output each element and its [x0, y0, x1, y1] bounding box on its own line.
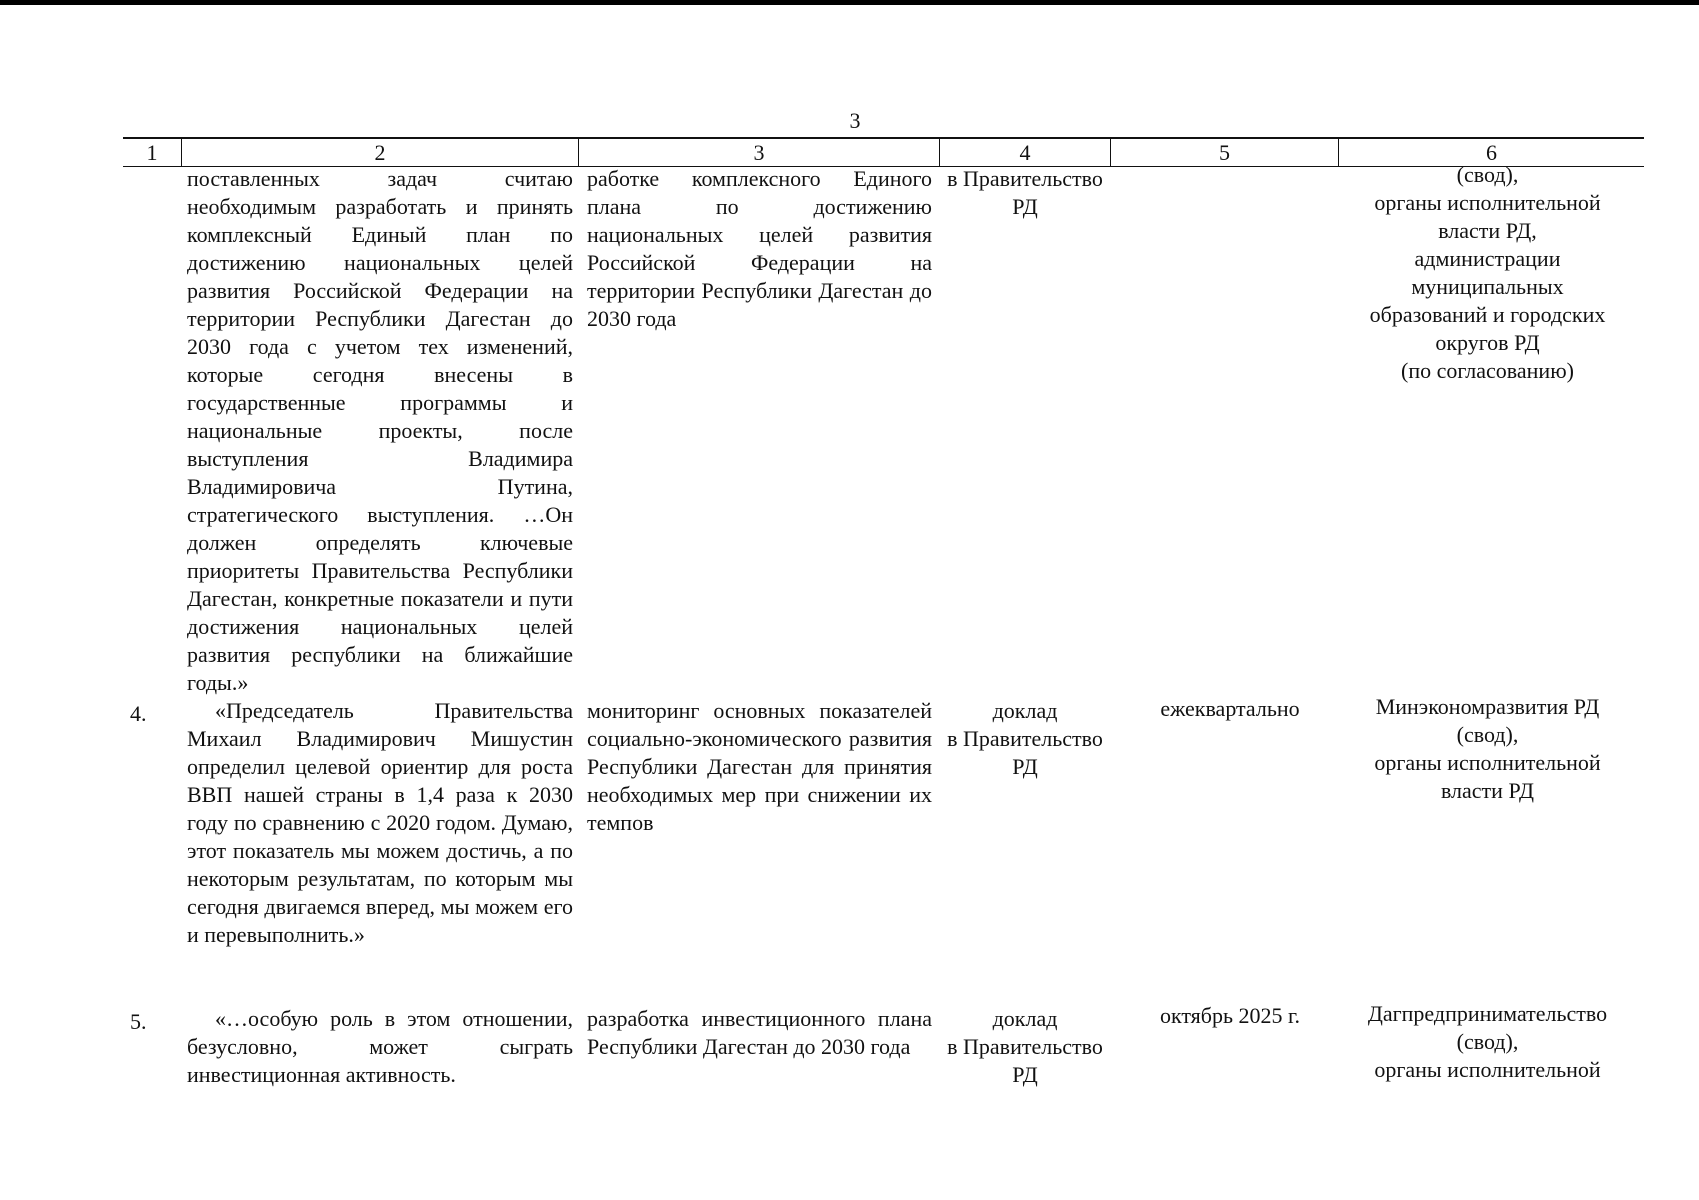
row-quote: «Председатель Правительства Михаил Владимирович Мишустин определил целевой ориентир для роста ВВП нашей страны в 1,4 раза к 2030 году по сравнению с 2020 годом. Думаю, этот показатель мы можем достичь, а по некоторым результатам, по которым мы сегодня двигаемся вперед, мы можем его и перевыполнить.»: [187, 698, 573, 947]
page-number: 3: [849, 108, 861, 133]
header-col-3: 3: [578, 139, 939, 166]
row-responsible: Дагпредпринимательство (свод), органы исполнительной: [1367, 1001, 1608, 1082]
header-col-2: 2: [181, 139, 578, 166]
row-measure: работке комплексного Единого плана по достижению национальных целей развития Российской Федерации на территории Республики Дагестан до 2030 года: [587, 166, 932, 331]
row-term: октябрь 2025 г.: [1159, 1003, 1301, 1028]
row-quote: «…особую роль в этом отношении, безусловно, может сыграть инвестиционная активность.: [187, 1006, 573, 1087]
row-measure: разработка инвестиционного плана Республики Дагестан до 2030 года: [587, 1006, 932, 1059]
header-col-6: 6: [1338, 139, 1644, 166]
scan-edge: [0, 0, 1699, 5]
header-col-4: 4: [939, 139, 1110, 166]
row-measure: мониторинг основных показателей социально-экономического развития Республики Дагестан для принятия необходимых мер при снижении их темпов: [587, 698, 932, 835]
row-form: доклад в Правительство РД: [947, 698, 1103, 779]
row-responsible: (свод), органы исполнительной власти РД, администрации муниципальных образований и городских округов РД (по согласованию): [1369, 162, 1606, 383]
row-number: 5.: [130, 1009, 147, 1034]
row-number: 4.: [130, 701, 147, 726]
header-col-5: 5: [1110, 139, 1338, 166]
row-term: ежеквартально: [1160, 696, 1300, 721]
row-form: в Правительство РД: [947, 166, 1103, 219]
row-form: доклад в Правительство РД: [947, 1006, 1103, 1087]
header-col-1: 1: [146, 140, 158, 165]
row-quote: поставленных задач считаю необходимым разработать и принять комплексный Единый план по достижению национальных целей развития Российской Федерации на территории Республики Дагестан до 2030 года с учетом тех изменений, которые сегодня внесены в государственные программы и национальные проекты, после выступления Владимира Владимировича Путина, стратегического выступления. …Он должен определять ключевые приоритеты Правительства Республики Дагестан, конкретные показатели и пути достижения национальных целей развития республики на ближайшие годы.»: [187, 166, 573, 695]
row-responsible: Минэкономразвития РД (свод), органы исполнительной власти РД: [1374, 694, 1601, 803]
